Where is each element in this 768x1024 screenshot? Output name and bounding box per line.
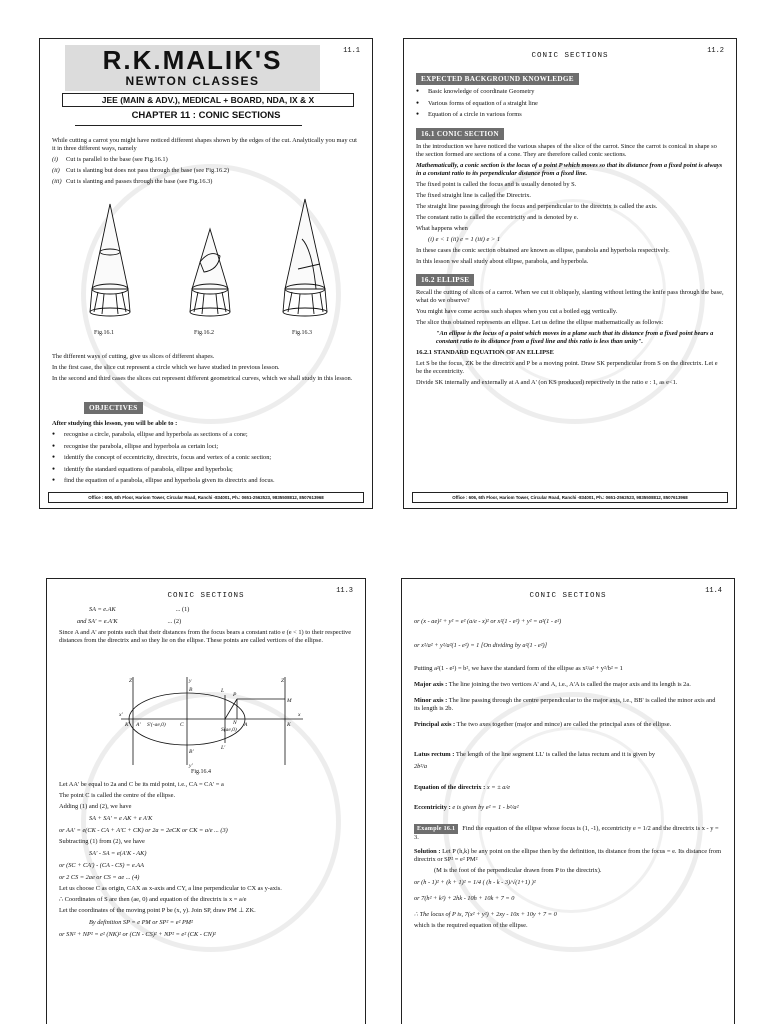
objectives-lead: After studying this lesson, you will be able to : (52, 420, 178, 427)
svg-text:S'(-ae,0): S'(-ae,0) (147, 722, 166, 728)
brand-banner (65, 45, 320, 91)
paragraph: Let S be the focus, ZK be the directrix and P be a moving point. Draw SK perpendicular from S on the directrix. Let e be the eccentricity. (416, 359, 718, 375)
equation: and SA' = e.A'K ... (2) (77, 618, 182, 625)
equation: or AA' = e(CK - CA + A'C + CK) or 2a = 2eCK or CK = a/e ... (3) (59, 827, 228, 834)
example-badge: Example 16.1 (414, 824, 458, 834)
example: Example 16.1 Find the equation of the ellipse whose focus is (1, -1), eccentricity e = 1/2 and the directrix is x - y = 3. (414, 825, 719, 841)
paragraph: The fixed point is called the focus and is usually denoted by S. (416, 180, 577, 188)
equation: or (SC + CA') - (CA - CS) = e.AA (59, 862, 144, 869)
svg-text:P: P (233, 692, 237, 698)
minor-axis-def: Minor axis : The line passing through the centre perpendicular to the major axis, i.e., BB' is called the minor axis and its length is 2b. (414, 697, 716, 712)
brand-subtitle: NEWTON CLASSES (125, 74, 260, 88)
svg-text:y: y (189, 678, 192, 684)
list-item: ● Equation of a circle in various forms (416, 111, 724, 119)
paragraph: You might have come across such shapes when you cut a boiled egg vertically. (416, 307, 618, 315)
paragraph: Putting a²(1 - e²) = b², we have the standard form of the ellipse as x²/a² + y²/b² = 1 (414, 665, 623, 672)
svg-text:Z': Z' (129, 678, 134, 684)
list-item: (i) Cut is parallel to the base (see Fig.16.1) (52, 156, 168, 163)
list-item: (iii) Cut is slanting and passes through the base (see Fig.16.3) (52, 178, 213, 185)
page-11-1 (39, 38, 373, 509)
cone-figures (80, 194, 340, 344)
equation: or x²/a² + y²/a²(1 - e²) = 1 [On dividing by a²(1 - e²)] (414, 642, 548, 649)
cut-list (52, 156, 360, 186)
chapter-title: CHAPTER 11 : CONIC SECTIONS (131, 110, 281, 121)
paragraph: Recall the cutting of slices of a carrot. When we cut it obliquely, slanting without letting the knife pass through the base, what do we observe? (416, 288, 724, 304)
paragraph: The point C is called the centre of the ellipse. (59, 792, 176, 799)
objectives-heading: OBJECTIVES (84, 402, 143, 414)
equation: or (x - ae)² + y² = e² (a/e - x)² or x²(1 - e²) + y² = a²(1 - e²) (414, 618, 562, 625)
ellipse-figure (117, 675, 307, 770)
svg-text:y': y' (189, 763, 193, 769)
list-item: (ii) Cut is slanting but does not pass through the base (see Fig.16.2) (52, 167, 230, 174)
objectives-list (52, 431, 360, 485)
svg-text:A: A (244, 722, 248, 728)
equation: or (h - 1)² + (k + 1)² = 1/4 ( (h - k - 3)/√(1+1) )² (414, 879, 536, 886)
principal-axis-def: Principal axis : The two axes together (major and mince) are called the principal axes of the ellipse. (414, 721, 672, 728)
page-number: 11.2 (707, 47, 724, 55)
directrix-def: Equation of the directrix : x = ± a/e (414, 784, 511, 791)
fig-label: Fig.16.1 (94, 330, 115, 336)
svg-text:A': A' (136, 722, 141, 728)
page-number: 11.3 (336, 587, 353, 595)
paragraph: Subtracting (1) from (2), we have (59, 838, 145, 845)
paragraph: The straight line passing through the focus and perpendicular to the directrix is called the axis. (416, 202, 658, 210)
list-item: ● identify the standard equations of parabola, ellipse and hyperbola; (52, 466, 360, 474)
paragraph: The slice thus obtained represents an ellipse. Let us define the ellipse mathematically as follows: (416, 318, 664, 326)
list-item: ● Various forms of equation of a straight line (416, 100, 724, 108)
ellipse-definition: "An ellipse is the locus of a point which moves in a plane such that its distance from a fixed point bears a constant ratio to its distance from a fixed line and this ratio is less than unity". (436, 329, 714, 345)
svg-text:L': L' (221, 745, 226, 751)
paragraph: In the first case, the slice cut represent a circle which we have studied in previous lesson. (52, 364, 280, 371)
svg-text:B': B' (189, 749, 194, 755)
fig-label: Fig.16.3 (292, 330, 313, 336)
page-11-3 (46, 578, 366, 1024)
paragraph: The constant ratio is called the eccentricity and is denoted by e. (416, 213, 579, 221)
page-11-4 (401, 578, 735, 1024)
subsection-heading: 16.2.1 STANDARD EQUATION OF AN ELLIPSE (416, 348, 554, 356)
svg-text:C: C (180, 722, 184, 728)
svg-text:x: x (298, 712, 301, 718)
svg-text:N: N (233, 720, 237, 726)
svg-text:B: B (189, 687, 193, 693)
latus-rectum-value: 2b²/a (414, 763, 428, 770)
page-11-2 (403, 38, 737, 509)
paragraph: Since A and A' are points such that their distances from the focus bears a constant ratio e (e < 1) to their respective distances from the directrix and so they lie on the ellipse. These points are called vertices of the ellipse. (59, 629, 352, 644)
paragraph: The fixed straight line is called the Directrix. (416, 191, 531, 199)
equation: SA = e.AK ... (1) (89, 606, 190, 613)
major-axis-def: Major axis : The line joining the two vertices A' and A, i.e., A'A is called the major axis and its length is 2a. (414, 681, 691, 688)
running-head: CONIC SECTIONS (167, 592, 245, 600)
paragraph: In this lesson we shall study about ellipse, parabola, and hyperbola. (416, 257, 589, 265)
list-item: ● recognise a circle, parabola, ellipse and hyperbola as sections of a cone; (52, 431, 360, 439)
eccentricity-def: Eccentricity : e is given by e² = 1 - b²/a² (414, 804, 519, 811)
svg-text:K': K' (125, 722, 130, 728)
page-footer: Office : 606, 6th Floor, Hariom Tower, Circular Road, Ranchi -834001, Ph.: 0651-2562523, 9835508812, 8507613968 (48, 492, 364, 503)
equation: ∴ The locus of P is, 7(x² + y²) + 2xy - 10x + 10y + 7 = 0 (414, 911, 557, 918)
paragraph: In the second and third cases the slices cut represent different geometrical curves, which we shall study in this lesson. (52, 375, 353, 382)
list-item: ● find the equation of a parabola, ellipse and hyperbola given its directrix and focus. (52, 477, 360, 485)
chapter-rule (75, 125, 302, 126)
equation: or SN² + NP² = e² (NK)² or (CN - CS)² + NP² = e² (CK - CN)² (59, 931, 216, 938)
paragraph: Let us choose C as origin, CAX as x-axis and CY, a line perpendicular to CX as y-axis. (59, 885, 282, 892)
section-heading: EXPECTED BACKGROUND KNOWLEDGE (416, 73, 579, 85)
paragraph: ∴ Coordinates of S are then (ae, 0) and equation of the directrix is x = a/e (59, 896, 247, 903)
tagline: JEE (MAIN & ADV.), MEDICAL + BOARD, NDA, IX & X (62, 93, 354, 107)
svg-text:L: L (221, 688, 225, 694)
paragraph: which is the required equation of the ellipse. (414, 922, 528, 929)
paragraph: In these cases the conic section obtained are known as ellipse, parabola and hyperbola respectively. (416, 246, 670, 254)
definition: Mathematically, a conic section is the locus of a point P which moves so that its distance from a fixed point is always in a constant ratio to its perpendicular distance from a fixed line. (416, 161, 723, 177)
paragraph: Let the coordinates of the moving point P be (x, y). Join SP, draw PM ⊥ ZK. (59, 907, 256, 914)
running-head: CONIC SECTIONS (531, 52, 609, 60)
paragraph: Let AA' be equal to 2a and C be its mid point, i.e., CA = CA' = a (59, 781, 224, 788)
paragraph: Adding (1) and (2), we have (59, 803, 132, 810)
running-head: CONIC SECTIONS (529, 592, 607, 600)
brand-logo-text: R.K.MALIK'S (102, 45, 283, 75)
paragraph: (M is the foot of the perpendicular drawn from P to the directrix). (434, 867, 602, 874)
equation: SA' - SA = e(A'K - AK) (89, 850, 147, 857)
svg-text:Z: Z (281, 678, 285, 684)
paragraph: The different ways of cutting, give us slices of different shapes. (52, 353, 215, 360)
svg-text:M: M (287, 698, 292, 704)
svg-text:K: K (287, 722, 291, 728)
svg-text:x': x' (119, 712, 123, 718)
equation: or 7(h² + k²) + 2hk - 10h + 10k + 7 = 0 (414, 895, 515, 902)
page-footer: Office : 606, 6th Floor, Hariom Tower, Circular Road, Ranchi -834001, Ph.: 0651-2562523, 9835508812, 8507613968 (412, 492, 728, 503)
equation: or 2 CS = 2ae or CS = ae ... (4) (59, 874, 140, 881)
cases: (i) e < 1 (ii) e = 1 (iii) e > 1 (428, 235, 501, 243)
latus-rectum-def: Latus rectum : The length of the line segment LL' is called the latus rectum and it is given by (414, 751, 656, 758)
solution: Solution : Let P (h,k) be any point on the ellipse then by the definition, its distance from the focus = e. Its distance from directrix or SP² = e² PM² (414, 848, 722, 863)
list-item: ● recognise the parabola, ellipse and hyperbola as certain loci; (52, 443, 360, 451)
carrot-cut-illustrations (80, 194, 340, 344)
fig-label: Fig.16.4 (191, 769, 212, 775)
background-list (416, 88, 724, 119)
svg-text:S(ae,0): S(ae,0) (221, 727, 237, 733)
paragraph: In the introduction we have noticed the various shapes of the slice of the carrot. Since the carrot is conical in shape so the section formed are sections of a cone. They are therefore called conic sections. (416, 142, 717, 158)
equation: SA + SA' = e AK + e A'K (89, 815, 153, 822)
section-heading: 16.1 CONIC SECTION (416, 128, 504, 140)
section-heading: 16.2 ELLIPSE (416, 274, 474, 286)
paragraph: Divide SK internally and externally at A and A' (on KS produced) repectively in the ratio e : 1, as e<1. (416, 378, 678, 386)
list-item: ● Basic knowledge of coordinate Geometry (416, 88, 724, 96)
list-item: ● identify the concept of eccentricity, directrix, focus and vertex of a conic section; (52, 454, 360, 462)
fig-label: Fig.16.2 (194, 330, 215, 336)
equation: By definition SP = e PM or SP² = e² PM² (89, 919, 193, 926)
page-number: 11.4 (705, 587, 722, 595)
page-number: 11.1 (343, 47, 360, 55)
paragraph: What happens when (416, 224, 468, 232)
intro-paragraph: While cutting a carrot you might have noticed different shapes shown by the edges of the cut. Analytically you may cut it in three different ways, namely (52, 137, 357, 152)
ellipse-diagram (117, 675, 307, 770)
